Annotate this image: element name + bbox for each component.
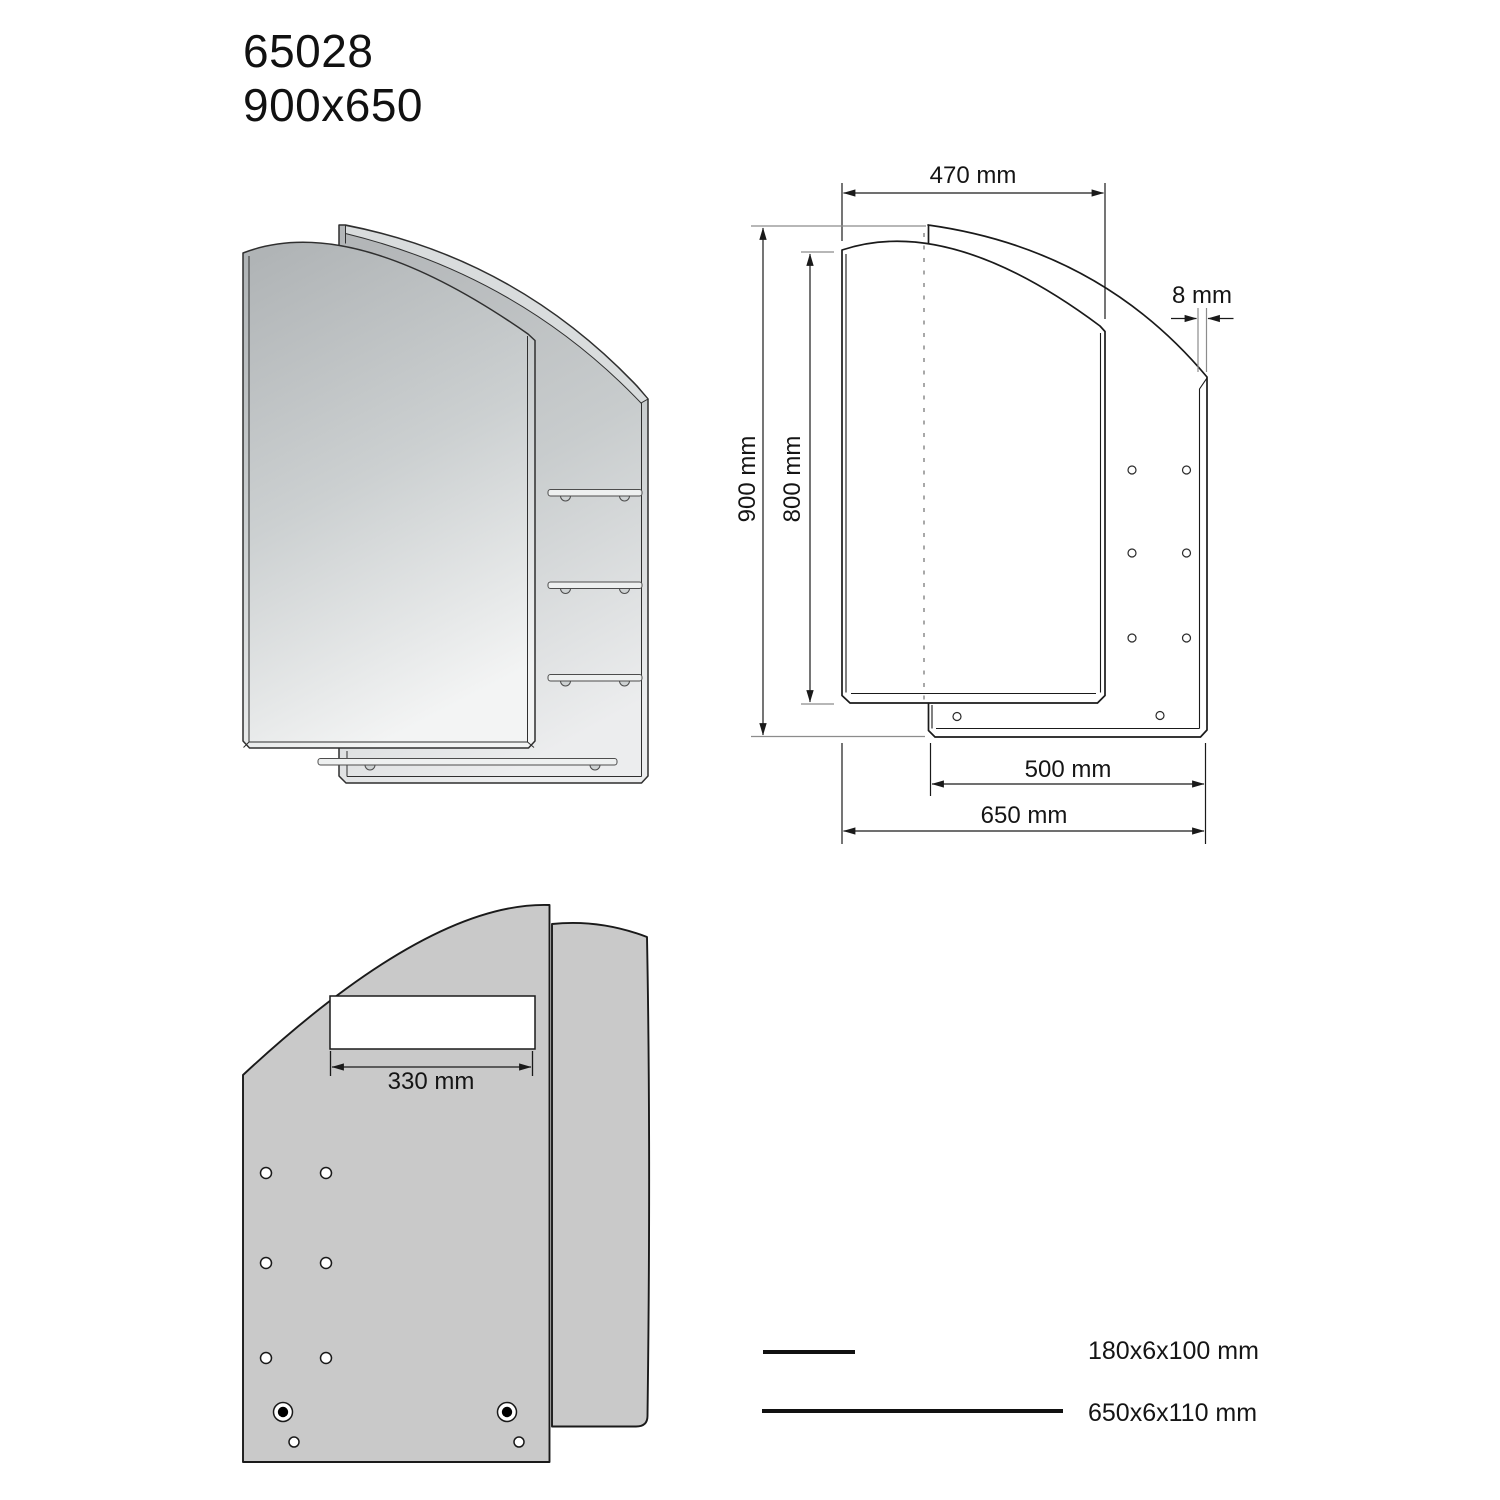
legend-label-large-shelf: 650x6x110 mm (1088, 1399, 1258, 1427)
back-panel-cutout (330, 996, 535, 1049)
dim-label-cutout-width: 330 mm (387, 1068, 475, 1095)
dim-label-back-height: 900 mm (734, 435, 761, 523)
dim-label-top-width: 470 mm (929, 162, 1017, 189)
dim-label-back-thickness: 8 mm (1172, 282, 1232, 309)
product-size: 900x650 (243, 79, 423, 131)
dim-label-mirror-height: 800 mm (779, 435, 806, 523)
product-model-number: 65028 (243, 25, 374, 77)
legend-shelf-lines (762, 1352, 1063, 1411)
technical-back-view (243, 905, 649, 1462)
dim-label-back-lower-width: 500 mm (1024, 756, 1112, 783)
illustration-front-view (243, 225, 648, 783)
dim-label-back-total-width: 650 mm (980, 802, 1068, 829)
legend-label-small-shelf: 180x6x100 mm (1088, 1337, 1259, 1365)
